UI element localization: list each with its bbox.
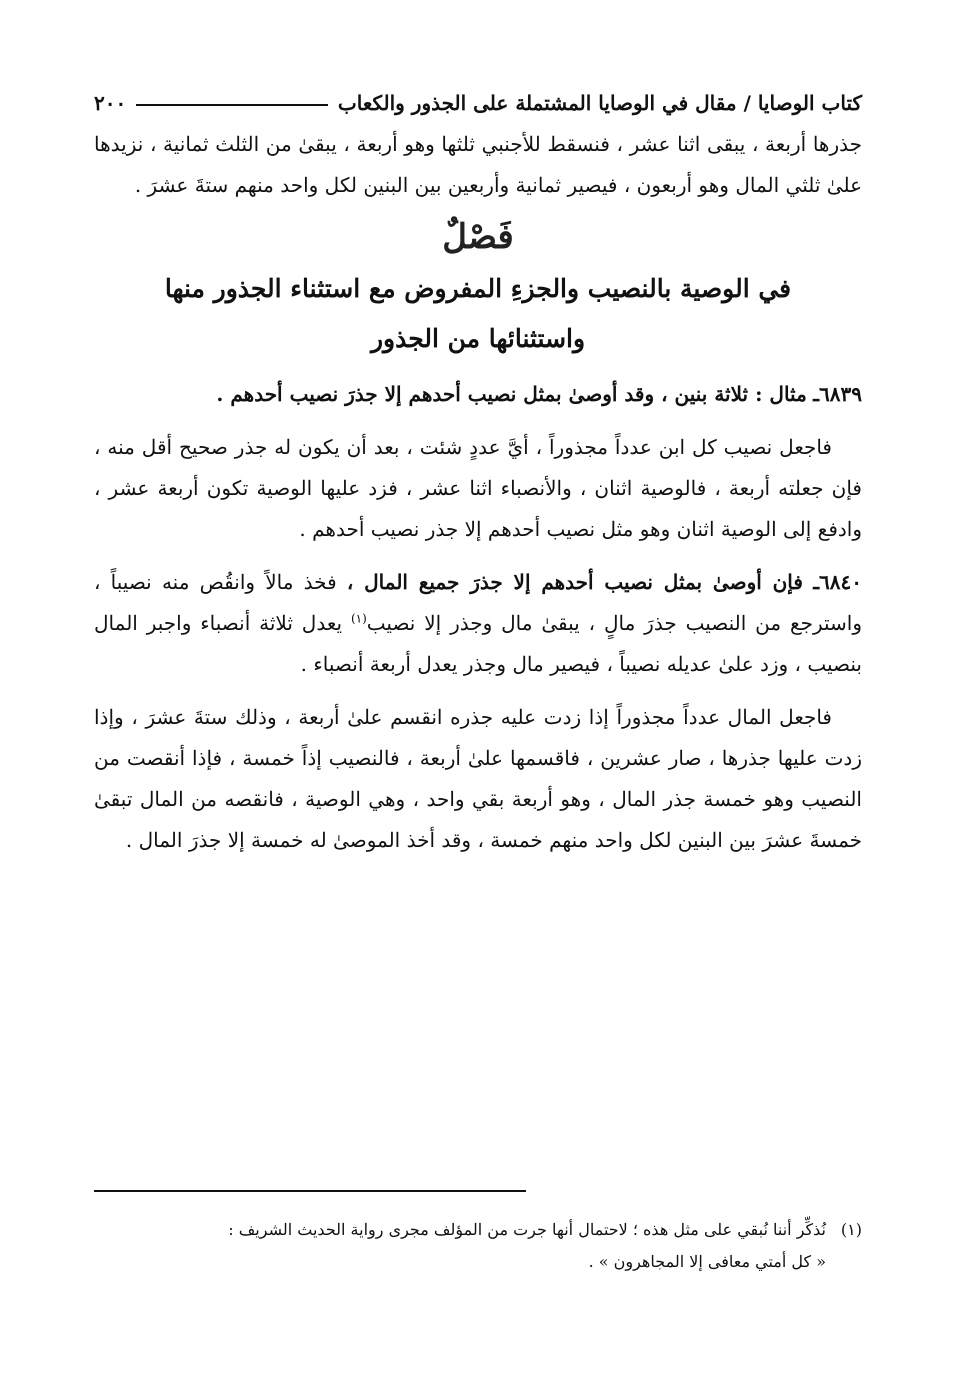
footnote-area bbox=[94, 1190, 862, 1278]
item-6839-number: ٦٨٣٩ـ bbox=[813, 382, 862, 406]
footnote-1-number: (١) bbox=[840, 1220, 862, 1239]
spacer bbox=[94, 415, 862, 427]
item-6840-body-2-text: فاجعل المال عدداً مجذوراً إذا زدت عليه جذره انقسم علىٰ أربعة ، وذلك ستةَ عشرَ ، وإذا زدت عليها جذرها ، صار عشرين ، فاقسمها علىٰ أربعة ، فالنصيب إذاً خمسة ، فإذا أنقصت من النصيب وهو خمسة جذر المال ، وهو أربعة بقي واحد ، وهي الوصية ، فانقصه من المال تبقىٰ خمسةَ عشرَ بين البنين لكل واحد منهم خمسة ، وقد أخذ الموصىٰ له خمسة إلا جذرَ المال . bbox=[94, 705, 862, 852]
opening-line-3: واحد منهم ستةَ عشرَ . bbox=[134, 173, 319, 197]
book-page bbox=[94, 86, 862, 861]
opening-paragraph bbox=[94, 124, 862, 206]
item-6840-number: ٦٨٤٠ـ bbox=[813, 570, 863, 594]
item-6840-paragraph bbox=[94, 562, 862, 685]
fasl-calligraphy: فَصْلٌ bbox=[442, 217, 514, 257]
footnote-marker[interactable]: (١) bbox=[350, 611, 367, 626]
opening-line-1: جذرها أربعة ، يبقى اثنا عشر ، فنسقط للأجنبي ثلثها وهو أربعة ، يبقىٰ من الثلث bbox=[215, 132, 863, 156]
page-number: ٢٠٠ bbox=[94, 91, 127, 115]
item-6840-heading: فإن أوصىٰ بمثل نصيب أحدهم إلا جذرَ جميع المال ، bbox=[346, 570, 803, 594]
item-6839-heading-text: مثال : ثلاثة بنين ، وقد أوصىٰ بمثل نصيب أحدهم إلا جذرَ نصيب أحدهم . bbox=[216, 382, 807, 406]
spacer bbox=[94, 685, 862, 697]
footnote-1 bbox=[94, 1214, 862, 1246]
spacer bbox=[94, 550, 862, 562]
item-6839-body-text: فاجعل نصيب كل ابن عدداً مجذوراً ، أيَّ عددٍ شئت ، بعد أن يكون له جذر صحيح أقل منه ، فإن جعلته أربعة ، فالوصية اثنان ، والأنصباء اثنا عشر ، فزد عليها الوصية تكون أربعة عشر ، وادفع إلى الوصية اثنان وهو مثل نصيب أحدهم إلا جذر نصيب أحدهم . bbox=[94, 435, 862, 541]
section-title bbox=[94, 264, 862, 364]
footnote-separator bbox=[94, 1190, 526, 1192]
running-head-title: كتاب الوصايا / مقال في الوصايا المشتملة على الجذور والكعاب bbox=[337, 91, 862, 115]
running-head-rule bbox=[136, 104, 328, 106]
item-6839-body bbox=[94, 427, 862, 550]
item-6840-body-end: يعدل ثلاثة أنصباء واجبر المال بنصيب ، وزد علىٰ عديله نصيباً ، فيصير مال وجذر يعدل أربعة أنصباء . bbox=[94, 611, 862, 676]
section-title-line-2: واستثنائها من الجذور bbox=[370, 324, 586, 353]
item-6840-body-start: فخذ مالاً وانقُص منه نصيباً ، واسترجع من النصيب جذرَ مالٍ ، يبقىٰ مال وجذر إلا نصيب bbox=[94, 570, 863, 635]
section-title-line-1: في الوصية بالنصيب والجزءِ المفروض مع استثناء الجذور منها bbox=[164, 274, 792, 303]
item-6840-body-2 bbox=[94, 697, 862, 861]
running-head bbox=[94, 86, 862, 120]
opening-line-2: ثمانية ، نزيدها علىٰ ثلثي المال وهو أربعون ، فيصير ثمانية وأربعين بين البنين لكل bbox=[94, 132, 862, 197]
section-ornament bbox=[94, 212, 862, 262]
footnote-1-continuation: « كل أمتي معافى إلا المجاهرون » . bbox=[588, 1252, 826, 1271]
footnote-1-text: نُذكِّر أننا نُبقي على مثل هذه ؛ لاحتمال أنها جرت من المؤلف مجرى رواية الحديث الشريف : bbox=[228, 1220, 826, 1239]
item-6839-heading bbox=[94, 374, 862, 415]
footnotes bbox=[94, 1190, 862, 1278]
